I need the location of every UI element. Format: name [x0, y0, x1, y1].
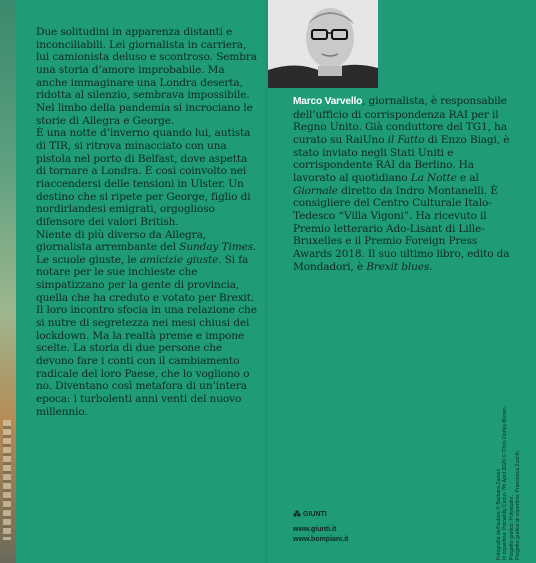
- publisher-logo-text: GIUNTI: [303, 510, 327, 518]
- synopsis-paragraph-4: [36, 304, 258, 418]
- synopsis-text-3a: Niente di più diverso da Allegra, giornalista arrembante del: [36, 228, 206, 254]
- bio-italic-giornale: Giornale: [293, 184, 338, 197]
- credit-cover-design: Progetto grafico di copertina: Francesca Zucchi.: [515, 449, 522, 560]
- giunti-url: www.giunti.it: [293, 526, 337, 533]
- cover-photo-strip: [0, 0, 16, 563]
- synopsis-paragraph-2: [36, 127, 258, 228]
- bompiani-url: www.bompiani.it: [293, 535, 349, 543]
- bio-text-5: .: [429, 260, 433, 273]
- bio-text-2: di Enzo Biagi, è stato inviato negli Stati Uniti e corrispondente RAI da Berlino. Ha lavorato al quotidiano: [293, 133, 510, 184]
- bio-text-3: e al: [456, 171, 479, 184]
- publisher-logo: [293, 509, 327, 519]
- giunti-flower-icon: [293, 510, 301, 518]
- bio-text-4: diretto da Indro Montanelli. È consigliere del Centro Culturale Italo-Tedesco “Villa Vigoni”. Ha ricevuto il Premio letterario Ado-Lisant di Lille-Bruxelles e il Premio Foreign Press Awards 2018. Il suo ultimo libro, edito da Mondadori, è: [293, 184, 510, 273]
- author-photo: [268, 0, 378, 88]
- synopsis-text-1: Due solitudini in apparenza distanti e inconciliabili. Lei giornalista in carriera, lui camionista deluso e scontroso. Sembra una storia d’amore improbabile. Ma anche immaginare una Londra deserta, ridotta al silenzio, sembrava impossibile. Nel limbo della pandemia si incrociano le storie di Allegra e George.: [36, 26, 257, 127]
- author-portrait-image: [268, 0, 378, 88]
- bio-italic-la-notte: La Notte: [410, 171, 457, 184]
- synopsis-italic-sunday-times: Sunday Times: [179, 241, 253, 254]
- synopsis-text-3c: . Si fa notare per le sue inchieste che simpatizzano per la gente di provincia, quella che ha creduto e votato per Brexit.: [36, 253, 254, 304]
- synopsis-text-3b: . Le scuole giuste, le: [36, 241, 257, 266]
- synopsis-paragraph-1: [36, 26, 258, 127]
- author-name: Marco Varvello: [293, 96, 363, 107]
- bio-text-1: , giornalista, è responsabile dell’ufficio di corrispondenza RAI per il Regno Unito. Già conduttore del TG1, ha curato su RaiUno: [293, 95, 507, 146]
- bio-italic-il-fatto: il Fatto: [387, 133, 425, 146]
- synopsis-text: [36, 26, 258, 418]
- author-bio: [293, 95, 519, 273]
- credit-cover-image: In copertina: Piccadilly Circus 7th April 2020 © Chris Dorley-Brown.: [502, 405, 509, 560]
- image-credits: [496, 380, 522, 560]
- credit-graphic-design: Progetto grafico: Polystudio.: [508, 495, 515, 560]
- credit-author-photo: Fotografia dell’autore © Barbara Zanoni: [496, 468, 502, 560]
- synopsis-paragraph-3: [36, 229, 258, 305]
- author-bio-paragraph: [293, 95, 519, 273]
- flap-divider: [266, 0, 267, 563]
- synopsis-text-4: Il loro incontro sfocia in una relazione che si nutre di segretezza nei mesi chiusi dei lockdown. Ma la realtà preme e impone scelte. La storia di due persone che devono fare i conti con il cambiamento radicale del loro Paese, che lo vogliono o no. Diventano così metafora di un’intera epoca: i turbolenti anni venti del nuovo millennio.: [36, 304, 257, 418]
- synopsis-text-2: È una notte d’inverno quando lui, autista di TIR, si ritrova minacciato con una pistola nel porto di Belfast, dove aspetta di tornare a Londra. È così coinvolto nei riaccendersi delle tensioni in Ulster. Un destino che si ripete per George, figlio di nordirlandesi emigrati, orgoglioso difensore dei valori British.: [36, 127, 251, 228]
- synopsis-italic-amicizie: amicizie giuste: [139, 253, 219, 266]
- publisher-urls: [293, 525, 348, 544]
- bio-italic-brexit-blues: Brexit blues: [366, 260, 430, 273]
